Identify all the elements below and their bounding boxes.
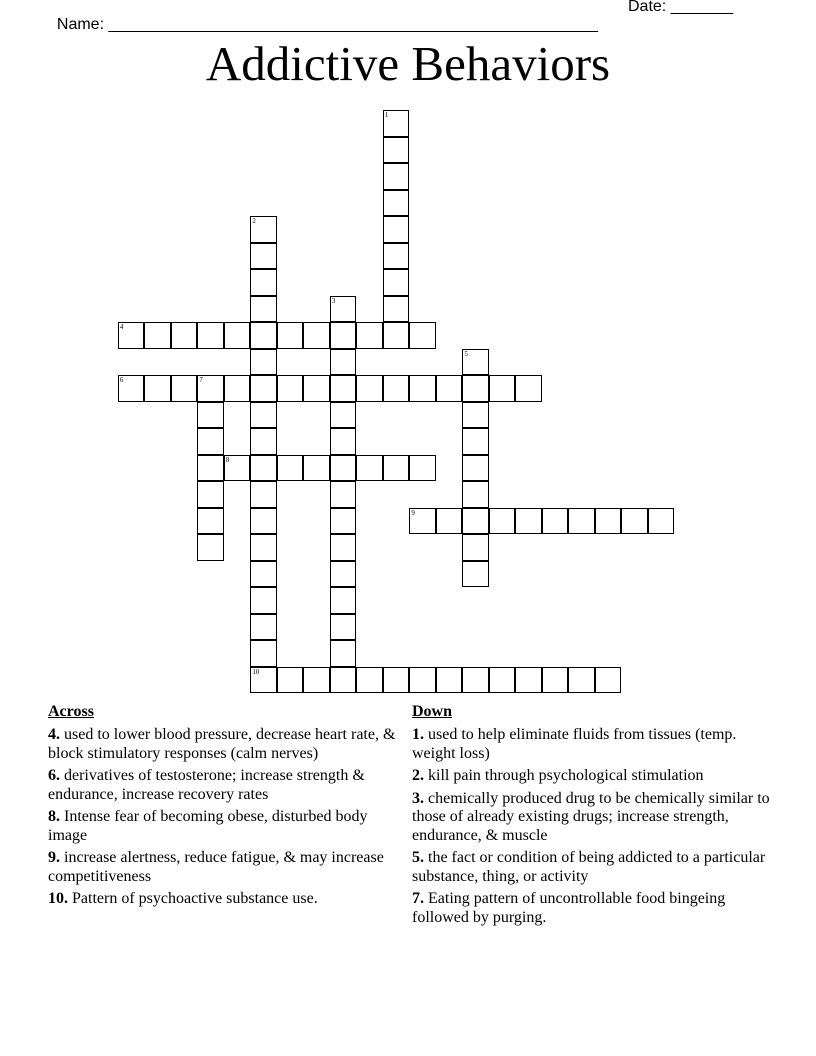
down-clues (412, 702, 772, 931)
crossword-cell[interactable] (250, 614, 277, 641)
clue-down-2 (412, 767, 772, 786)
crossword-cell[interactable] (250, 243, 277, 270)
crossword-cell[interactable] (250, 640, 277, 667)
crossword-cell[interactable] (144, 375, 171, 402)
clue-across-4 (48, 726, 403, 763)
name-field[interactable]: Name: _______________________________________________________ (56, 16, 598, 33)
crossword-cell[interactable] (462, 428, 489, 455)
clue-across-8 (48, 808, 403, 845)
crossword-cell[interactable] (171, 322, 198, 349)
crossword-cell[interactable] (330, 561, 357, 588)
crossword-cell[interactable] (330, 402, 357, 429)
clue-number: 9. (48, 849, 60, 866)
crossword-cell[interactable] (197, 534, 224, 561)
clue-down-5 (412, 849, 772, 886)
cell-number: 8 (225, 455, 230, 464)
clue-text: the fact or condition of being addicted to a particular substance, thing, or activity (412, 849, 766, 885)
crossword-cell[interactable] (409, 322, 436, 349)
crossword-cell[interactable] (409, 375, 436, 402)
crossword-cell[interactable] (356, 667, 383, 694)
crossword-cell[interactable] (330, 667, 357, 694)
crossword-cell[interactable] (356, 375, 383, 402)
page-title: Addictive Behaviors (205, 36, 611, 91)
crossword-cell[interactable] (383, 455, 410, 482)
crossword-cell[interactable] (250, 402, 277, 429)
crossword-cell[interactable] (621, 508, 648, 535)
clue-down-1 (412, 726, 772, 763)
crossword-cell[interactable] (277, 455, 304, 482)
crossword-cell[interactable] (250, 534, 277, 561)
crossword-cell[interactable] (250, 561, 277, 588)
crossword-cell[interactable] (462, 402, 489, 429)
clue-text: derivatives of testosterone; increase strength & endurance, increase recovery rates (48, 767, 365, 803)
crossword-cell[interactable] (330, 322, 357, 349)
clue-text: chemically produced drug to be chemically similar to those of already existing drugs; increase strength, endurance, & muscle (412, 789, 770, 844)
crossword-cell[interactable] (409, 508, 436, 535)
crossword-cell[interactable] (144, 322, 171, 349)
crossword-cell[interactable] (462, 481, 489, 508)
crossword-cell[interactable] (250, 481, 277, 508)
crossword-cell[interactable] (515, 667, 542, 694)
clue-text: Pattern of psychoactive substance use. (68, 890, 318, 907)
clue-number: 6. (48, 767, 60, 784)
clue-number: 7. (412, 890, 424, 907)
crossword-cell[interactable] (224, 455, 251, 482)
cell-number: 7 (199, 376, 203, 384)
clue-text: increase alertness, reduce fatigue, & may increase competitiveness (48, 849, 384, 885)
cell-number: 1 (384, 111, 389, 119)
crossword-cell[interactable] (436, 667, 463, 694)
crossword-cell[interactable] (250, 428, 277, 455)
crossword-cell[interactable] (250, 269, 277, 296)
clue-across-9 (48, 849, 403, 886)
crossword-cell[interactable] (250, 296, 277, 323)
crossword-cell[interactable] (330, 587, 357, 614)
crossword-cell[interactable] (542, 508, 569, 535)
crossword-cell[interactable] (303, 667, 330, 694)
crossword-cell[interactable] (383, 190, 410, 217)
clue-text: Intense fear of becoming obese, disturbed body image (48, 808, 368, 844)
crossword-cell[interactable] (330, 640, 357, 667)
crossword-cell[interactable] (409, 667, 436, 694)
cell-number: 4 (119, 323, 124, 331)
across-clues (48, 702, 403, 913)
crossword-cell[interactable] (330, 481, 357, 508)
crossword-cell[interactable] (277, 375, 304, 402)
cell-number: 9 (411, 508, 415, 517)
crossword-cell[interactable] (118, 322, 145, 349)
crossword-cell[interactable] (462, 561, 489, 588)
crossword-cell[interactable] (197, 322, 224, 349)
crossword-cell[interactable] (542, 667, 569, 694)
crossword-cell[interactable] (197, 375, 224, 402)
crossword-cell[interactable] (568, 667, 595, 694)
crossword-cell[interactable] (250, 322, 277, 349)
crossword-cell[interactable] (383, 137, 410, 164)
crossword-cell[interactable] (595, 508, 622, 535)
cell-number: 6 (119, 376, 124, 384)
crossword-cell[interactable] (489, 667, 516, 694)
crossword-cell[interactable] (383, 322, 410, 349)
crossword-cell[interactable] (250, 349, 277, 376)
crossword-cell[interactable] (462, 667, 489, 694)
crossword-cell[interactable] (277, 667, 304, 694)
crossword-cell[interactable] (356, 455, 383, 482)
crossword-cell[interactable] (250, 455, 277, 482)
crossword-cell[interactable] (383, 216, 410, 243)
crossword-cell[interactable] (330, 296, 357, 323)
crossword-cell[interactable] (330, 455, 357, 482)
cell-number: 5 (464, 349, 468, 358)
crossword-cell[interactable] (197, 455, 224, 482)
crossword-cell[interactable] (356, 322, 383, 349)
clue-text: Eating pattern of uncontrollable food bingeing followed by purging. (412, 890, 726, 926)
crossword-cell[interactable] (383, 375, 410, 402)
clue-across-6 (48, 767, 403, 804)
crossword-cell[interactable] (489, 375, 516, 402)
crossword-cell[interactable] (436, 375, 463, 402)
crossword-cell[interactable] (171, 375, 198, 402)
crossword-cell[interactable] (568, 508, 595, 535)
crossword-cell[interactable] (250, 587, 277, 614)
cell-number: 2 (252, 217, 256, 225)
clue-number: 5. (412, 849, 424, 866)
crossword-cell[interactable] (462, 455, 489, 482)
cell-number: 3 (331, 296, 336, 305)
cell-number: 10 (252, 667, 260, 676)
crossword-cell[interactable] (224, 375, 251, 402)
crossword-cell[interactable] (436, 508, 463, 535)
crossword-cell[interactable] (515, 375, 542, 402)
clue-number: 1. (412, 726, 424, 743)
crossword-cell[interactable] (383, 110, 410, 137)
crossword-cell[interactable] (277, 322, 304, 349)
clue-text: kill pain through psychological stimulation (424, 767, 704, 784)
crossword-cell[interactable] (250, 667, 277, 694)
crossword-cell[interactable] (489, 508, 516, 535)
crossword-cell[interactable] (330, 614, 357, 641)
crossword-cell[interactable] (383, 243, 410, 270)
down-heading: Down (412, 703, 453, 720)
crossword-cell[interactable] (197, 428, 224, 455)
clue-number: 10. (48, 890, 68, 907)
crossword-cell[interactable] (330, 508, 357, 535)
crossword-cell[interactable] (250, 508, 277, 535)
crossword-cell[interactable] (383, 296, 410, 323)
clue-number: 4. (48, 726, 60, 743)
crossword-cell[interactable] (330, 375, 357, 402)
clue-number: 8. (48, 808, 60, 825)
crossword-cell[interactable] (197, 481, 224, 508)
crossword-cell[interactable] (330, 534, 357, 561)
crossword-cell[interactable] (462, 534, 489, 561)
crossword-cell[interactable] (330, 349, 357, 376)
crossword-cell[interactable] (303, 455, 330, 482)
clue-number: 3. (412, 789, 424, 807)
clue-text: used to lower blood pressure, decrease heart rate, & block stimulatory responses (calm nerves) (48, 726, 396, 762)
crossword-cell[interactable] (383, 269, 410, 296)
crossword-cell[interactable] (462, 349, 489, 376)
crossword-cell[interactable] (250, 375, 277, 402)
clue-down-7 (412, 890, 772, 927)
crossword-cell[interactable] (197, 402, 224, 429)
clue-across-10 (48, 890, 403, 909)
crossword-cell[interactable] (462, 508, 489, 535)
crossword-cell[interactable] (250, 216, 277, 243)
clue-text: used to help eliminate fluids from tissues (temp. weight loss) (412, 726, 737, 762)
crossword-cell[interactable] (595, 667, 622, 694)
crossword-cell[interactable] (197, 508, 224, 535)
crossword-cell[interactable] (409, 455, 436, 482)
crossword-cell[interactable] (224, 322, 251, 349)
crossword-cell[interactable] (303, 375, 330, 402)
crossword-cell[interactable] (118, 375, 145, 402)
date-field[interactable]: Date: _______ (628, 0, 733, 15)
crossword-cell[interactable] (515, 508, 542, 535)
crossword-cell[interactable] (303, 322, 330, 349)
crossword-cell[interactable] (383, 667, 410, 694)
clue-down-3 (412, 790, 772, 846)
clue-number: 2. (412, 767, 424, 784)
crossword-cell[interactable] (383, 163, 410, 190)
crossword-cell[interactable] (462, 375, 489, 402)
across-heading: Across (48, 703, 94, 720)
crossword-cell[interactable] (648, 508, 675, 535)
crossword-cell[interactable] (330, 428, 357, 455)
